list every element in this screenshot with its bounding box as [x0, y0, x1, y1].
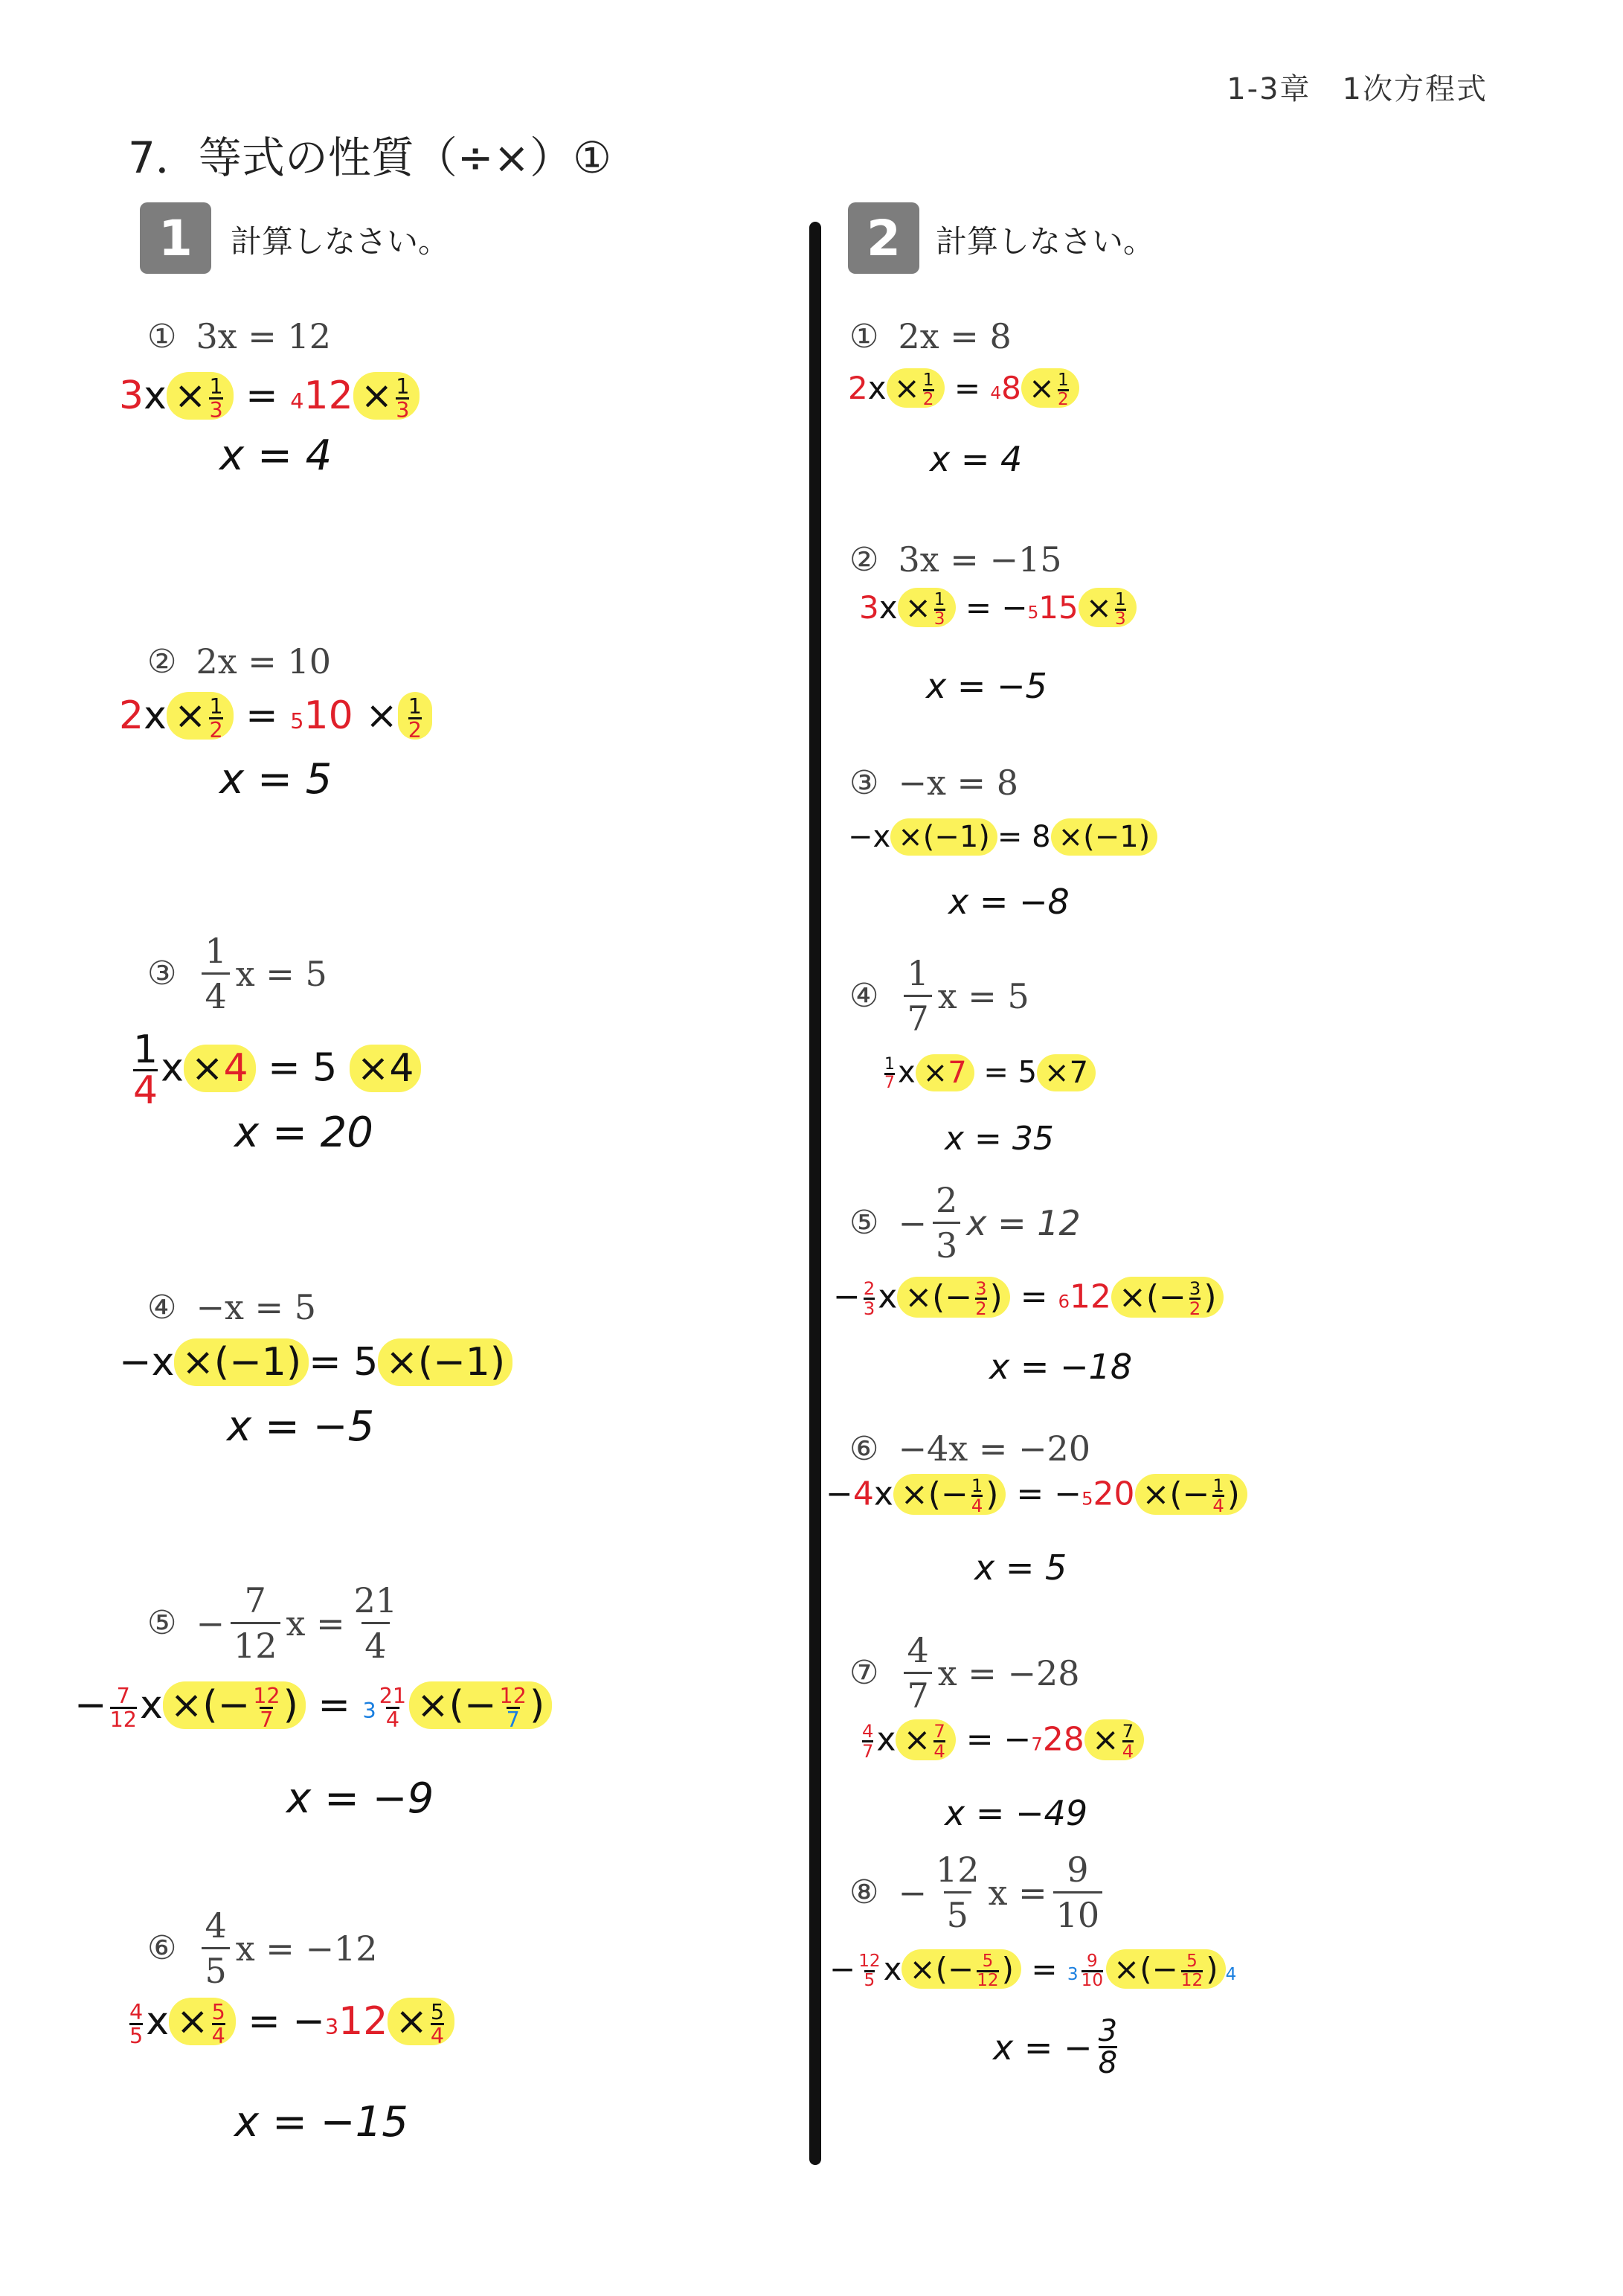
equation: 3x = −15	[898, 539, 1062, 580]
right-work-1: 2x × $\frac{1}{2}$ = 48 × $\frac{1}{2}$	[848, 372, 1079, 408]
right-problem-7: ⑦ $\frac{4}{7}$ x = −28	[849, 1630, 1080, 1716]
right-answer-6: x = 5	[974, 1548, 1067, 1588]
left-work-6: $\frac{4}{5}$ x × $\frac{5}{4}$ = −312 × $\frac{5}{4}$	[126, 2001, 454, 2046]
left-problem-2: ② 2x = 10	[147, 641, 331, 682]
right-problem-2: ② 3x = −15	[849, 539, 1062, 580]
right-problem-3: ③ −x = 8	[849, 763, 1018, 803]
right-work-3: −x ×(−1) = 8 ×(−1)	[848, 822, 1157, 852]
left-work-1: 3x × $\frac{1}{3}$ = 412 × $\frac{1}{3}$	[119, 376, 420, 420]
right-answer-4: x = 35	[945, 1120, 1054, 1158]
left-problem-3: ③ $\frac{1}{4}$ x = 5	[147, 931, 327, 1016]
right-problem-6: ⑥ −4x = −20	[849, 1428, 1091, 1469]
right-work-6: −4x ×(− $\frac{1}{4}$ ) = −520 ×(− $\frac{1}{4}$ )	[826, 1477, 1247, 1515]
right-problem-5: ⑤ − $\frac{2}{3}$ x = 12	[849, 1180, 1081, 1266]
left-problem-6: ⑥ $\frac{4}{5}$ x = −12	[147, 1905, 378, 1991]
right-work-2: 3x × $\frac{1}{3}$ = −515 × $\frac{1}{3}$	[859, 591, 1137, 628]
column-divider	[809, 222, 821, 2165]
left-answer-1: x = 4	[219, 432, 332, 480]
left-problem-5: ⑤ − $\frac{7}{12}$ x = $\frac{21}{4}$	[147, 1580, 398, 1666]
right-answer-8: x = − $\frac{3}{8}$	[993, 2014, 1118, 2080]
right-answer-1: x = 4	[930, 439, 1023, 479]
equation: 2x = 8	[898, 316, 1012, 356]
left-answer-4: x = −5	[227, 1402, 375, 1451]
equation: −4x = −20	[898, 1428, 1091, 1469]
left-answer-5: x = −9	[286, 1774, 434, 1823]
left-work-3: $\frac{1}{4}$ x ×4 = 5 ×4	[130, 1030, 421, 1110]
chapter-label: 1-3章 1次方程式	[1227, 72, 1488, 106]
right-work-8: − $\frac{12}{5}$ x ×(− $\frac{5}{12}$ ) = 3 $\frac{9}{10}$ ×(− $\frac{5}{12}$ ) 4	[829, 1951, 1237, 1991]
left-problem-1: ① 3x = 12	[147, 316, 331, 356]
right-answer-3: x = −8	[948, 882, 1070, 922]
worked-solutions-text	[0, 0, 1, 1]
right-work-7: $\frac{4}{7}$ x × $\frac{7}{4}$ = −728 × $\frac{7}{4}$	[859, 1722, 1144, 1760]
left-work-4: −x ×(−1) = 5 ×(−1)	[119, 1343, 512, 1382]
right-work-5: − $\frac{2}{3}$ x ×(− $\frac{3}{2}$ ) = 612 ×(− $\frac{3}{2}$ )	[833, 1280, 1224, 1318]
equation: 2x = 10	[196, 641, 331, 682]
right-work-4: $\frac{1}{7}$ x ×7 = 5 ×7	[881, 1056, 1096, 1091]
section-1-badge: 1	[140, 202, 211, 274]
left-answer-6: x = −15	[234, 2098, 408, 2146]
equation: −x = 5	[196, 1287, 316, 1327]
left-answer-3: x = 20	[234, 1109, 373, 1157]
page-title: 7．等式の性質（÷×）①	[128, 132, 612, 183]
right-problem-1: ① 2x = 8	[849, 316, 1012, 356]
section-2-badge: 2	[848, 202, 919, 274]
left-work-5: − $\frac{7}{12}$ x ×(− $\frac{12}{7}$ ) = 3 $\frac{21}{4}$ ×(− $\frac{12}{7}$ )	[74, 1685, 552, 1730]
right-problem-8: ⑧ − $\frac{12}{5}$ x = $\frac{9}{10}$	[849, 1853, 1108, 1932]
right-answer-5: x = −18	[989, 1347, 1133, 1387]
left-work-2: 2x × $\frac{1}{2}$ = 510 × $\frac{1}{2}$	[119, 696, 432, 740]
section-1-instruction: 計算しなさい。	[231, 223, 450, 260]
right-answer-7: x = −49	[945, 1793, 1088, 1833]
equation: −x = 8	[898, 763, 1018, 803]
right-answer-2: x = −5	[926, 666, 1047, 706]
left-answer-2: x = 5	[219, 755, 332, 804]
section-2-instruction: 計算しなさい。	[936, 223, 1155, 260]
equation: 3x = 12	[196, 316, 331, 356]
left-problem-4: ④ −x = 5	[147, 1287, 316, 1327]
right-problem-4: ④ $\frac{1}{7}$ x = 5	[849, 953, 1029, 1039]
